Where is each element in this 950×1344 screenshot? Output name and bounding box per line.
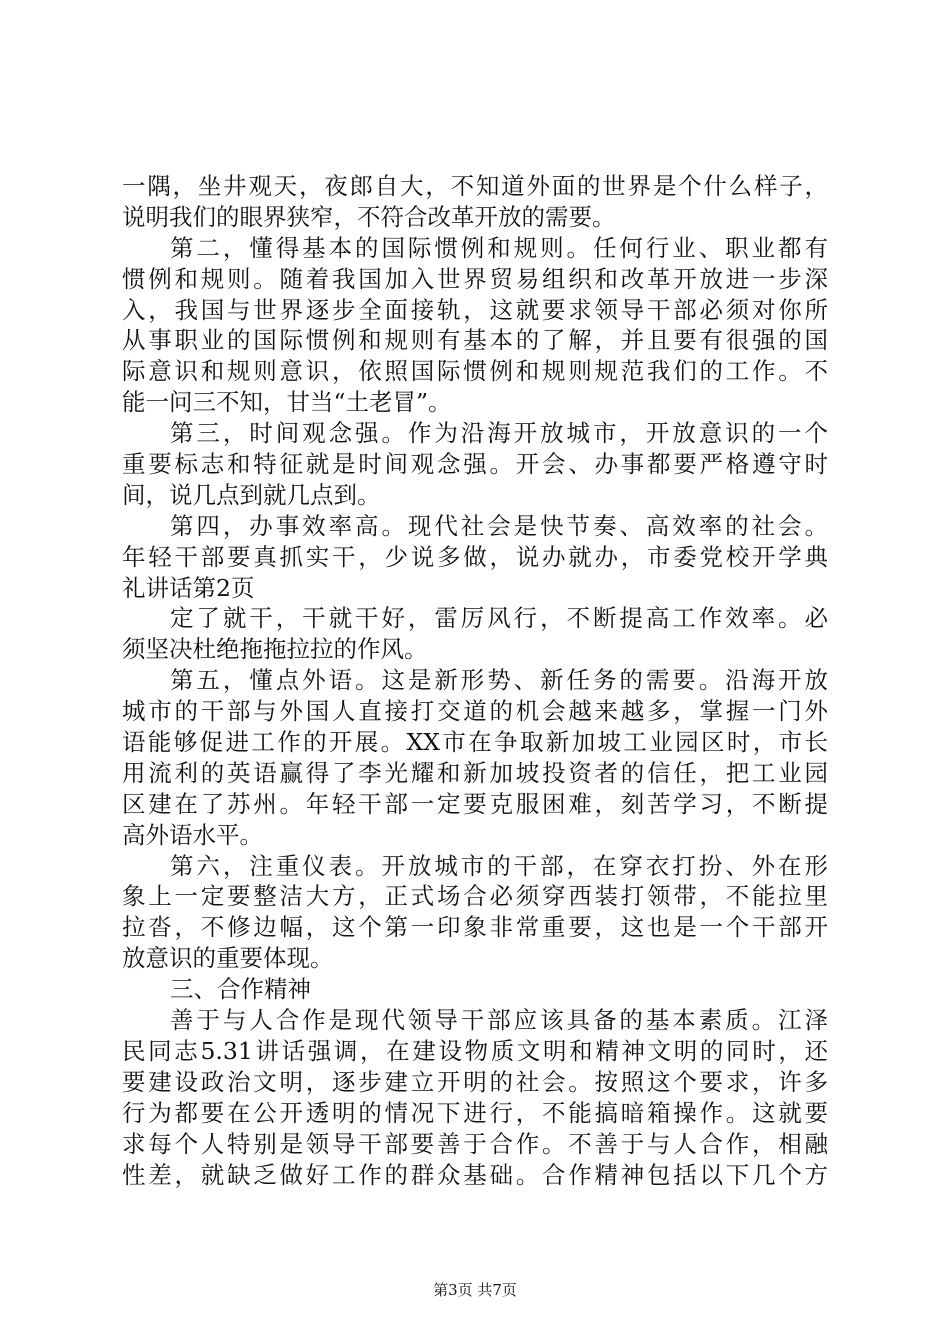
text-line: 第二，懂得基本的国际惯例和规则。任何行业、职业都有 [170, 233, 828, 262]
text-line: 善于与人合作是现代领导干部应该具备的基本素质。江泽 [170, 1006, 828, 1035]
text-line: 性差，就缺乏做好工作的群众基础。合作精神包括以下几个方 [122, 1160, 828, 1189]
text-line: 民同志5.31讲话强调，在建设物质文明和精神文明的同时，还 [122, 1036, 828, 1065]
text-line: 高外语水平。 [122, 820, 263, 849]
text-line: 一隅，坐井观天，夜郎自大，不知道外面的世界是个什么样子， [122, 172, 828, 200]
text-line: 惯例和规则。随着我国加入世界贸易组织和改革开放进一步深 [122, 264, 828, 293]
text-line: 放意识的重要体现。 [122, 944, 334, 973]
text-line: 行为都要在公开透明的情况下进行，不能搞暗箱操作。这就要 [122, 1098, 828, 1127]
text-line: 求每个人特别是领导干部要善于合作。不善于与人合作，相融 [122, 1129, 828, 1158]
text-line: 城市的干部与外国人直接打交道的机会越来越多，掌握一门外 [122, 697, 828, 726]
text-line: 第五，懂点外语。这是新形势、新任务的需要。沿海开放 [170, 666, 828, 695]
text-line: 能一问三不知，甘当“土老冒”。 [122, 388, 452, 417]
text-line: 重要标志和特征就是时间观念强。开会、办事都要严格遵守时 [122, 450, 828, 479]
text-line: 礼讲话第2页 [122, 573, 255, 602]
text-line: 说明我们的眼界狭窄，不符合改革开放的需要。 [122, 202, 616, 231]
text-line: 用流利的英语赢得了李光耀和新加坡投资者的信任，把工业园 [122, 758, 828, 787]
text-line: 语能够促进工作的开展。XX市在争取新加坡工业园区时，市长 [122, 728, 828, 757]
text-line: 入，我国与世界逐步全面接轨，这就要求领导干部必须对你所 [122, 295, 828, 324]
text-line: 三、合作精神 [170, 975, 311, 1004]
text-line: 第四，办事效率高。现代社会是快节奏、高效率的社会。 [170, 511, 828, 540]
text-line: 从事职业的国际惯例和规则有基本的了解，并且要有很强的国 [122, 326, 828, 355]
text-line: 间，说几点到就几点到。 [122, 480, 381, 509]
text-line: 第三，时间观念强。作为沿海开放城市，开放意识的一个 [170, 419, 828, 448]
text-line: 象上一定要整洁大方，正式场合必须穿西装打领带，不能拉里 [122, 882, 828, 911]
page-footer: 第3页 共7页 [433, 1281, 517, 1299]
document-body [122, 171, 828, 1190]
text-line: 须坚决杜绝拖拖拉拉的作风。 [122, 635, 428, 664]
text-line: 区建在了苏州。年轻干部一定要克服困难，刻苦学习，不断提 [122, 789, 828, 818]
text-line: 定了就干，干就干好，雷厉风行，不断提高工作效率。必 [170, 604, 828, 633]
text-line: 第六，注重仪表。开放城市的干部，在穿衣打扮、外在形 [170, 851, 828, 880]
text-line: 年轻干部要真抓实干，少说多做，说办就办，市委党校开学典 [122, 542, 828, 571]
text-line: 拉沓，不修边幅，这个第一印象非常重要，这也是一个干部开 [122, 913, 828, 942]
text-line: 要建设政治文明，逐步建立开明的社会。按照这个要求，许多 [122, 1067, 828, 1096]
text-line: 际意识和规则意识，依照国际惯例和规则规范我们的工作。不 [122, 357, 828, 386]
